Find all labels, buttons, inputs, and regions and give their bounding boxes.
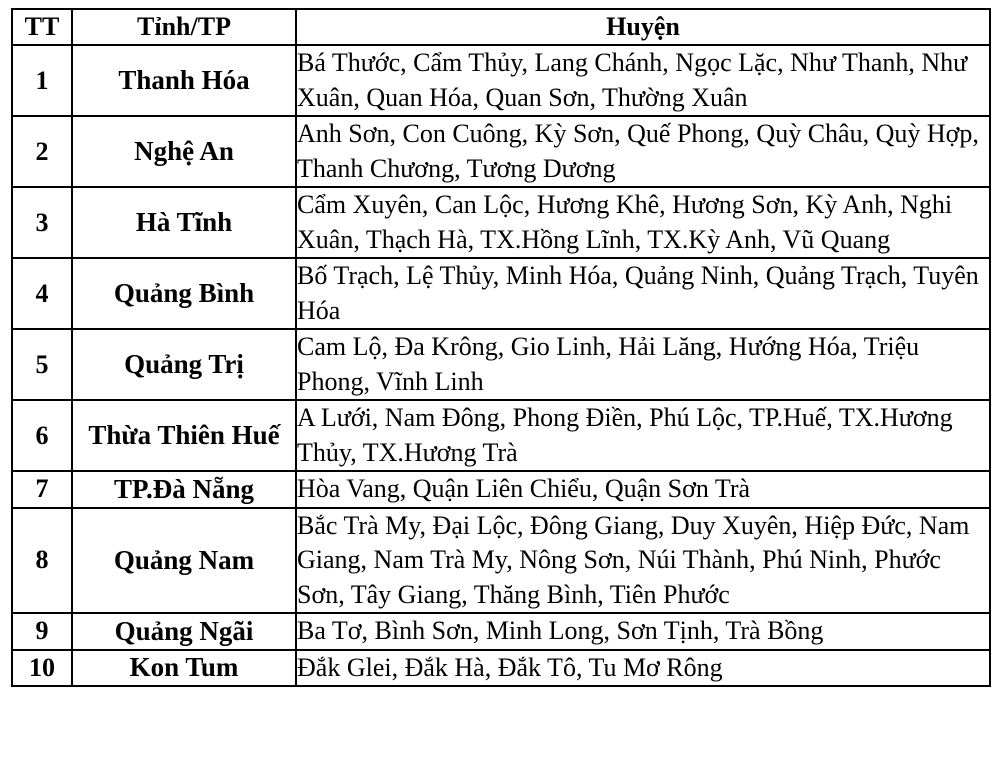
row-number: 1	[12, 45, 72, 116]
header-tt: TT	[12, 9, 72, 45]
table-row	[12, 471, 990, 508]
district-list: A Lưới, Nam Đông, Phong Điền, Phú Lộc, TP.Huế, TX.Hương Thủy, TX.Hương Trà	[296, 400, 990, 471]
header-province: Tỉnh/TP	[72, 9, 296, 45]
table-row	[12, 650, 990, 687]
table-row	[12, 45, 990, 116]
table-row	[12, 613, 990, 650]
province-name: Quảng Nam	[72, 508, 296, 614]
province-name: Thừa Thiên Huế	[72, 400, 296, 471]
province-name: Hà Tĩnh	[72, 187, 296, 258]
row-number: 5	[12, 329, 72, 400]
row-number: 2	[12, 116, 72, 187]
table-row	[12, 258, 990, 329]
table-row	[12, 508, 990, 614]
district-list: Cẩm Xuyên, Can Lộc, Hương Khê, Hương Sơn, Kỳ Anh, Nghi Xuân, Thạch Hà, TX.Hồng Lĩnh, TX.Kỳ Anh, Vũ Quang	[296, 187, 990, 258]
table-row	[12, 400, 990, 471]
districts-table	[11, 8, 991, 687]
row-number: 4	[12, 258, 72, 329]
province-name: Kon Tum	[72, 650, 296, 687]
row-number: 3	[12, 187, 72, 258]
district-list: Bố Trạch, Lệ Thủy, Minh Hóa, Quảng Ninh, Quảng Trạch, Tuyên Hóa	[296, 258, 990, 329]
header-districts: Huyện	[296, 9, 990, 45]
row-number: 7	[12, 471, 72, 508]
table-row	[12, 329, 990, 400]
district-list: Bắc Trà My, Đại Lộc, Đông Giang, Duy Xuyên, Hiệp Đức, Nam Giang, Nam Trà My, Nông Sơn, Núi Thành, Phú Ninh, Phước Sơn, Tây Giang, Thăng Bình, Tiên Phước	[296, 508, 990, 614]
province-name: Nghệ An	[72, 116, 296, 187]
province-name: Quảng Ngãi	[72, 613, 296, 650]
district-list: Bá Thước, Cẩm Thủy, Lang Chánh, Ngọc Lặc, Như Thanh, Như Xuân, Quan Hóa, Quan Sơn, Thường Xuân	[296, 45, 990, 116]
row-number: 6	[12, 400, 72, 471]
row-number: 9	[12, 613, 72, 650]
province-name: Quảng Bình	[72, 258, 296, 329]
district-list: Đắk Glei, Đắk Hà, Đắk Tô, Tu Mơ Rông	[296, 650, 990, 687]
province-name: Quảng Trị	[72, 329, 296, 400]
district-list: Hòa Vang, Quận Liên Chiểu, Quận Sơn Trà	[296, 471, 990, 508]
province-name: Thanh Hóa	[72, 45, 296, 116]
province-name: TP.Đà Nẵng	[72, 471, 296, 508]
table-header-row	[12, 9, 990, 45]
table-row	[12, 116, 990, 187]
district-list: Ba Tơ, Bình Sơn, Minh Long, Sơn Tịnh, Trà Bồng	[296, 613, 990, 650]
table-row	[12, 187, 990, 258]
row-number: 8	[12, 508, 72, 614]
district-list: Cam Lộ, Đa Krông, Gio Linh, Hải Lăng, Hướng Hóa, Triệu Phong, Vĩnh Linh	[296, 329, 990, 400]
district-list: Anh Sơn, Con Cuông, Kỳ Sơn, Quế Phong, Quỳ Châu, Quỳ Hợp, Thanh Chương, Tương Dương	[296, 116, 990, 187]
row-number: 10	[12, 650, 72, 687]
